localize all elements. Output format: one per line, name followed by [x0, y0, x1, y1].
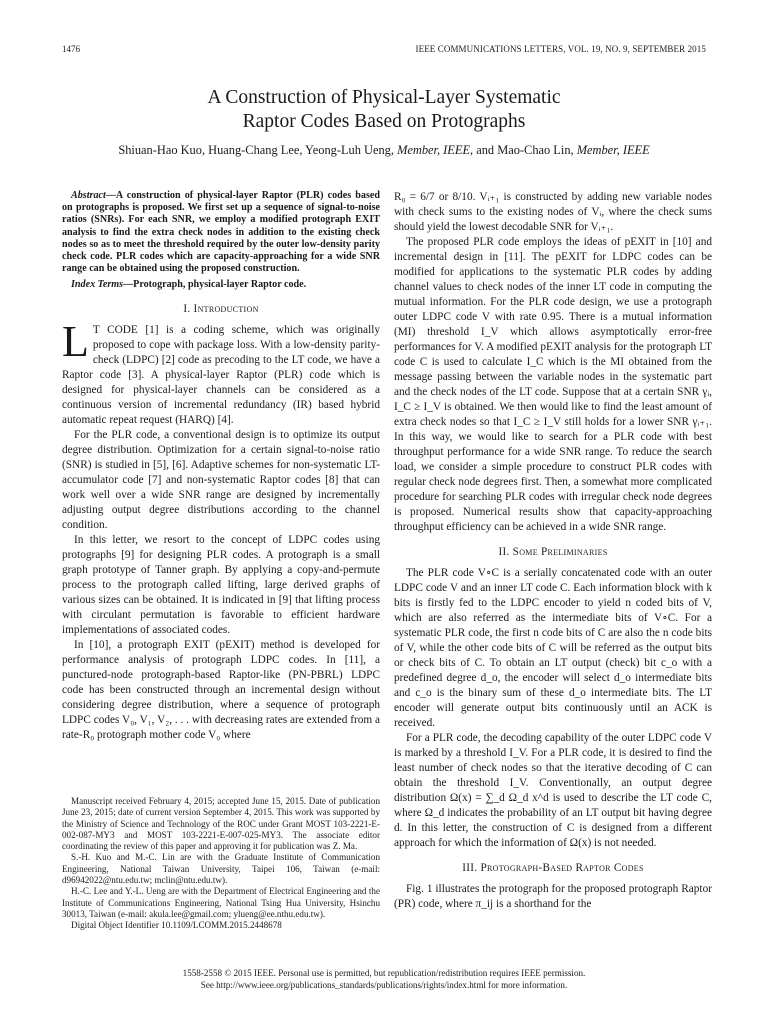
authors-part-b: , and Mao-Chao Lin, — [470, 143, 577, 157]
intro-paragraph-5: The proposed PLR code employs the ideas of pEXIT in [10] and incremental design in [11]. The pEXIT for LDPC codes can be modified for applications to the systematic PLR codes by adding channel values to check nodes of the inner LT code in computing the mutual information. For the PLR code design, we use a protograph outer LDPC code V with rate 0.95. There is a mutual information (MI) threshold I_V which allows asymptotically error-free performances for V. A modified pEXIT analysis for the protograph LT code C is used to calculate I_C which is the MI obtained from the message passing between the variable nodes in the systematic part and the check nodes of the LT code. Suppose that at a certain SNR γᵢ, I_C ≥ I_V is obtained. We then would like to find the least amount of extra check nodes so that I_C ≥ I_V still holds for a lower SNR γᵢ₊₁. In this way, we would like to search for a PLR code with best throughput performance for a wide SNR range. To reduce the search load, we consider a simple procedure to construct PLR codes with regular check node degrees first. Then, a somewhat more complicated procedure for searching PLR codes with irregular check node degrees is proposed. Numerical results show that capacity-approaching throughput efficiency can be achieved in a wide SNR range. — [394, 236, 712, 533]
section-heading-preliminaries: II. Some Preliminaries — [498, 546, 608, 558]
authors-part-a: Shiuan-Hao Kuo, Huang-Chang Lee, Yeong-Luh Ueng, — [118, 143, 398, 157]
preliminaries-paragraph-2: For a PLR code, the decoding capability of the outer LDPC code V is marked by a threshold I_V. For a PLR code, it is desired to find the least number of check nodes so that the iterative decoding of C can obtain the threshold I_V. Conventionally, an output degree distribution Ω(x) = ∑_d Ω_d x^d is used to describe the LT code C, where Ω_d indicates the probability of an LT output bit having degree d. In this letter, the construction of C is designed from a different approach for which the information of Ω(x) is not needed. — [394, 732, 712, 849]
author-membership-2: Member, IEEE — [576, 143, 650, 157]
right-column — [394, 190, 712, 912]
section-heading-protograph-raptor: III. Protograph-Based Raptor Codes — [462, 862, 644, 874]
index-terms-text: —Protograph, physical-layer Raptor code. — [123, 279, 307, 291]
section-heading-introduction: I. Introduction — [183, 302, 259, 315]
intro-paragraph-3: In this letter, we resort to the concept of LDPC codes using protographs [9] for designing PLR codes. A protograph is a small graph prototype of Tanner graph. By applying a copy-and-permute process to the protograph called lifting, large derived graphs of various sizes can be obtained. It is indicated in [9] that lifting process with circulant permutation is favorable to efficient hardware implementations of associated codes. — [62, 533, 380, 636]
footnote-divider — [62, 791, 380, 792]
abstract — [62, 190, 380, 275]
index-terms — [62, 279, 380, 291]
footnote-affiliation-1: S.-H. Kuo and M.-C. Lin are with the Graduate Institute of Communication Engineering, National Taiwan University, Taipei 106, Taiwan (e-mail: d96942022@ntu.edu.tw; mclin@ntu.edu.tw). — [62, 852, 380, 886]
intro-paragraph-4: In [10], a protograph EXIT (pEXIT) method is developed for performance analysis of protograph LDPC codes. In [11], a punctured-node protograph-based Raptor-like (PN-PBRL) LDPC code has been constructed through an incremental design without considering degree distribution, where a sequence of protograph LDPC codes V₀, V₁, V₂, . . . with decreasing rates are extended from a rate-R₀ protograph mother code V₀ where — [62, 638, 381, 741]
abstract-text: —A construction of physical-layer Raptor (PLR) codes based on protographs is proposed. We first set up a sequence of signal-to-noise ratios (SNRs). For each SNR, we employ a modified protograph EXIT analysis to find the extra check nodes in addition to the existing check nodes so as to meet the threshold required by the outer low-density parity check code. PLR codes which are capacity-approaching for a wide SNR range can be obtained using the proposed construction. — [62, 190, 380, 275]
title-line-2: Raptor Codes Based on Protographs — [242, 111, 526, 132]
copyright-footer — [0, 968, 768, 991]
journal-header: IEEE COMMUNICATIONS LETTERS, VOL. 19, NO. 9, SEPTEMBER 2015 — [415, 44, 706, 54]
copyright-line-2: See http://www.ieee.org/publications_standards/publications/rights/index.html for more information. — [200, 979, 568, 990]
author-list — [0, 143, 768, 158]
copyright-line-1: 1558-2558 © 2015 IEEE. Personal use is permitted, but republication/redistribution requires IEEE permission. — [182, 968, 586, 978]
footnote-doi: Digital Object Identifier 10.1109/LCOMM.2015.2448678 — [71, 920, 282, 931]
footnote-manuscript: Manuscript received February 4, 2015; accepted June 15, 2015. Date of publication June 23, 2015; date of current version September 4, 2015. This work was supported by the Ministry of Science and Technology of the ROC under Grant MOST 103-2221-E-002-087-MY3 and MOST 103-2221-E-007-025-MY3. The associate editor coordinating the review of this paper and approving it for publication was Z. Ma. — [62, 796, 380, 852]
preliminaries-paragraph-1: The PLR code V∘C is a serially concatenated code with an outer LDPC code V and an inner LT code C. Each information block with k bits is firstly fed to the LDPC encoder to yield n coded bits of V, which are also referred as the intermediate bits of V∘C. For a systematic PLR code, the first n code bits of C are also the n code bits of V, while the other code bits of C will be referred as the output bits or check bits of C. To obtain an LT output (check) bit c_o with a predefined degree d_o, the encoder will select d_o intermediate bits and c_o is the binary sum of these d_o intermediate bits. The LT encoder will generate output bits continuously until an ACK is received. — [394, 567, 712, 729]
protograph-paragraph-1: Fig. 1 illustrates the protograph for the proposed protograph Raptor (PR) code, where π_ij is a shorthand for the — [394, 883, 712, 910]
footnotes — [62, 796, 380, 932]
intro-paragraph-2: For the PLR code, a conventional design is to optimize its output degree distribution. Optimization for a certain signal-to-noise ratio (SNR) is studied in [5], [6]. Adaptive schemes for non-systematic LT-accumulator code [7] and non-systematic Raptor codes [8] that can work well over a wide SNR range are designed by incrementally adjusting output degree distributions according to the channel condition. — [62, 428, 380, 531]
abstract-label: Abstract — [71, 190, 106, 201]
intro-paragraph-1 — [62, 316, 380, 428]
title-line-1: A Construction of Physical-Layer Systematic — [207, 87, 561, 108]
intro-paragraph-4-continued: R₀ = 6/7 or 8/10. Vᵢ₊₁ is constructed by adding new variable nodes with check sums to the existing nodes of Vᵢ, where the check sums should yield the lowest decodable SNR for Vᵢ₊₁. — [394, 191, 712, 233]
author-membership-1: Member, IEEE — [397, 143, 471, 157]
paper-title — [0, 86, 768, 134]
page-number: 1476 — [62, 44, 80, 54]
intro-paragraph-1-text: T CODE [1] is a coding scheme, which was originally proposed to cope with package loss. With a low-density parity-check (LDPC) [2] code as precoding to the LT code, we have a Raptor code [3]. A physical-layer Raptor (PLR) code which is designed for physical-layer channels can be considered as a continuous version of incremental redundancy (IR) based hybrid automatic repeat request (HARQ) [4]. — [62, 323, 380, 426]
left-column — [62, 190, 380, 743]
drop-cap: L — [62, 316, 89, 366]
footnote-affiliation-2: H.-C. Lee and Y.-L. Ueng are with the Department of Electrical Engineering and the Institute of Communications Engineering, National Tsing Hua University, Hsinchu 30013, Taiwan (e-mail: akula.lee@gmail.com; ylueng@ee.nthu.edu.tw). — [62, 886, 380, 919]
index-terms-label: Index Terms — [71, 279, 124, 291]
